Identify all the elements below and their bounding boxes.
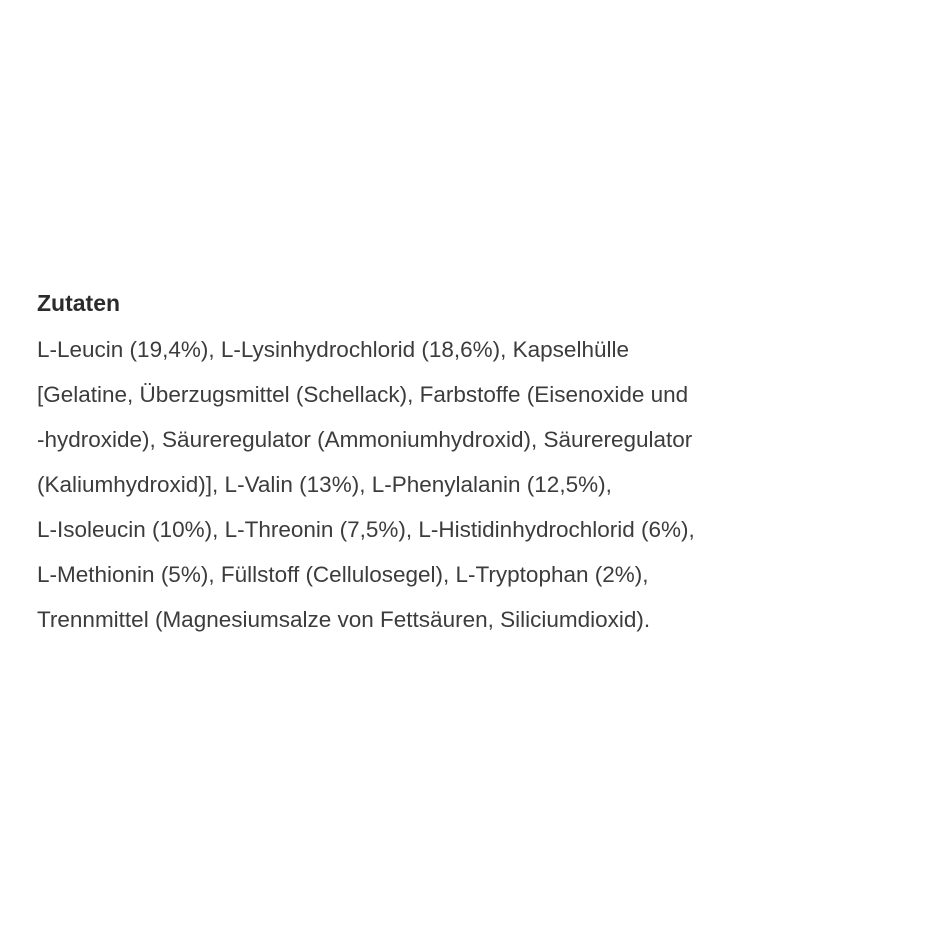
ingredients-heading: Zutaten [37,290,121,316]
ingredients-line: L-Isoleucin (10%), L-Threonin (7,5%), L-Histidinhydrochlorid (6%), [37,517,695,542]
ingredients-text [37,327,917,642]
ingredients-line: Trennmittel (Magnesiumsalze von Fettsäuren, Siliciumdioxid). [37,607,651,632]
ingredients-line: L-Methionin (5%), Füllstoff (Cellulosegel), L-Tryptophan (2%), [37,562,649,587]
ingredients-section [37,284,917,642]
ingredients-line: (Kaliumhydroxid)], L-Valin (13%), L-Phenylalanin (12,5%), [37,472,612,497]
ingredients-line: L-Leucin (19,4%), L-Lysinhydrochlorid (18,6%), Kapselhülle [37,337,629,362]
ingredients-line: [Gelatine, Überzugsmittel (Schellack), Farbstoffe (Eisenoxide und [37,382,689,407]
ingredients-line: -hydroxide), Säureregulator (Ammoniumhydroxid), Säureregulator [37,427,693,452]
